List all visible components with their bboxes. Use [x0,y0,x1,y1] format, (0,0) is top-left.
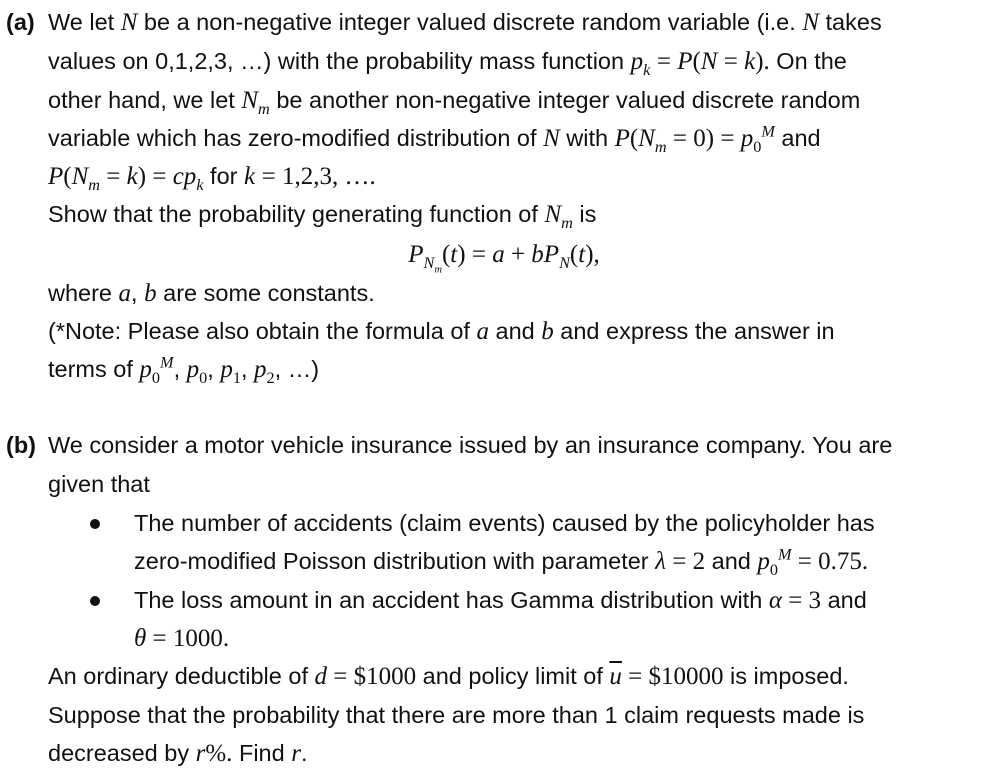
part-b-label: (b) [6,432,37,458]
bullet-1-line-2: zero-modified Poisson distribution with parameter λ = 2 and $p_0^M = 0.75$. [134,545,869,579]
part-a-note-1: (*Note: Please also obtain the formula of a and b and express the answer in [48,318,835,345]
part-a-label: (a) [6,9,35,35]
bullet-2-line-1: The loss amount in an accident has Gamma distribution with α = 3 and [134,587,867,614]
bullet-icon [90,519,100,529]
part-b-line-2: given that [48,471,150,497]
part-a-line-1: We let N be a non-negative integer valued discrete random variable (i.e. N takes [48,9,882,36]
part-a-line-7: where a, b are some constants. [48,280,375,307]
bullet-1-line-1: The number of accidents (claim events) caused by the policyholder has [134,510,875,536]
part-a-line-3: other hand, we let $N_m$ be another non-negative integer valued discrete random [48,87,861,118]
bullet-2-line-2: θ = 1000. [134,625,230,652]
part-a-line-4: variable which has zero-modified distribution of N with $P(N_m = 0) = p_0^M$ and [48,122,821,156]
part-a-line-5: $P(N_m = k) = cp_k$ for k = 1,2,3, …. [48,163,376,194]
pgf-equation: $P_{N_m}(t) = a + bP_N(t)$, [408,241,600,276]
part-a-line-2: values on 0,1,2,3, …) with the probability mass function $p_k = P(N = k)$. On the [48,48,847,79]
part-b-line-5: decreased by r%. Find r. [48,740,308,767]
part-b-line-3: An ordinary deductible of d = $1000 and policy limit of $\overline{u}$ = $10000 is imposed. [48,663,849,690]
bullet-icon [90,596,100,606]
part-b-line-1: We consider a motor vehicle insurance issued by an insurance company. You are [48,432,893,458]
part-a-note-2: terms of $p_0^M$, $p_0$, $p_1$, $p_2$, …) [48,353,320,387]
part-a-line-6: Show that the probability generating function of $N_m$ is [48,201,597,232]
part-b-line-4: Suppose that the probability that there are more than 1 claim requests made is [48,702,865,728]
